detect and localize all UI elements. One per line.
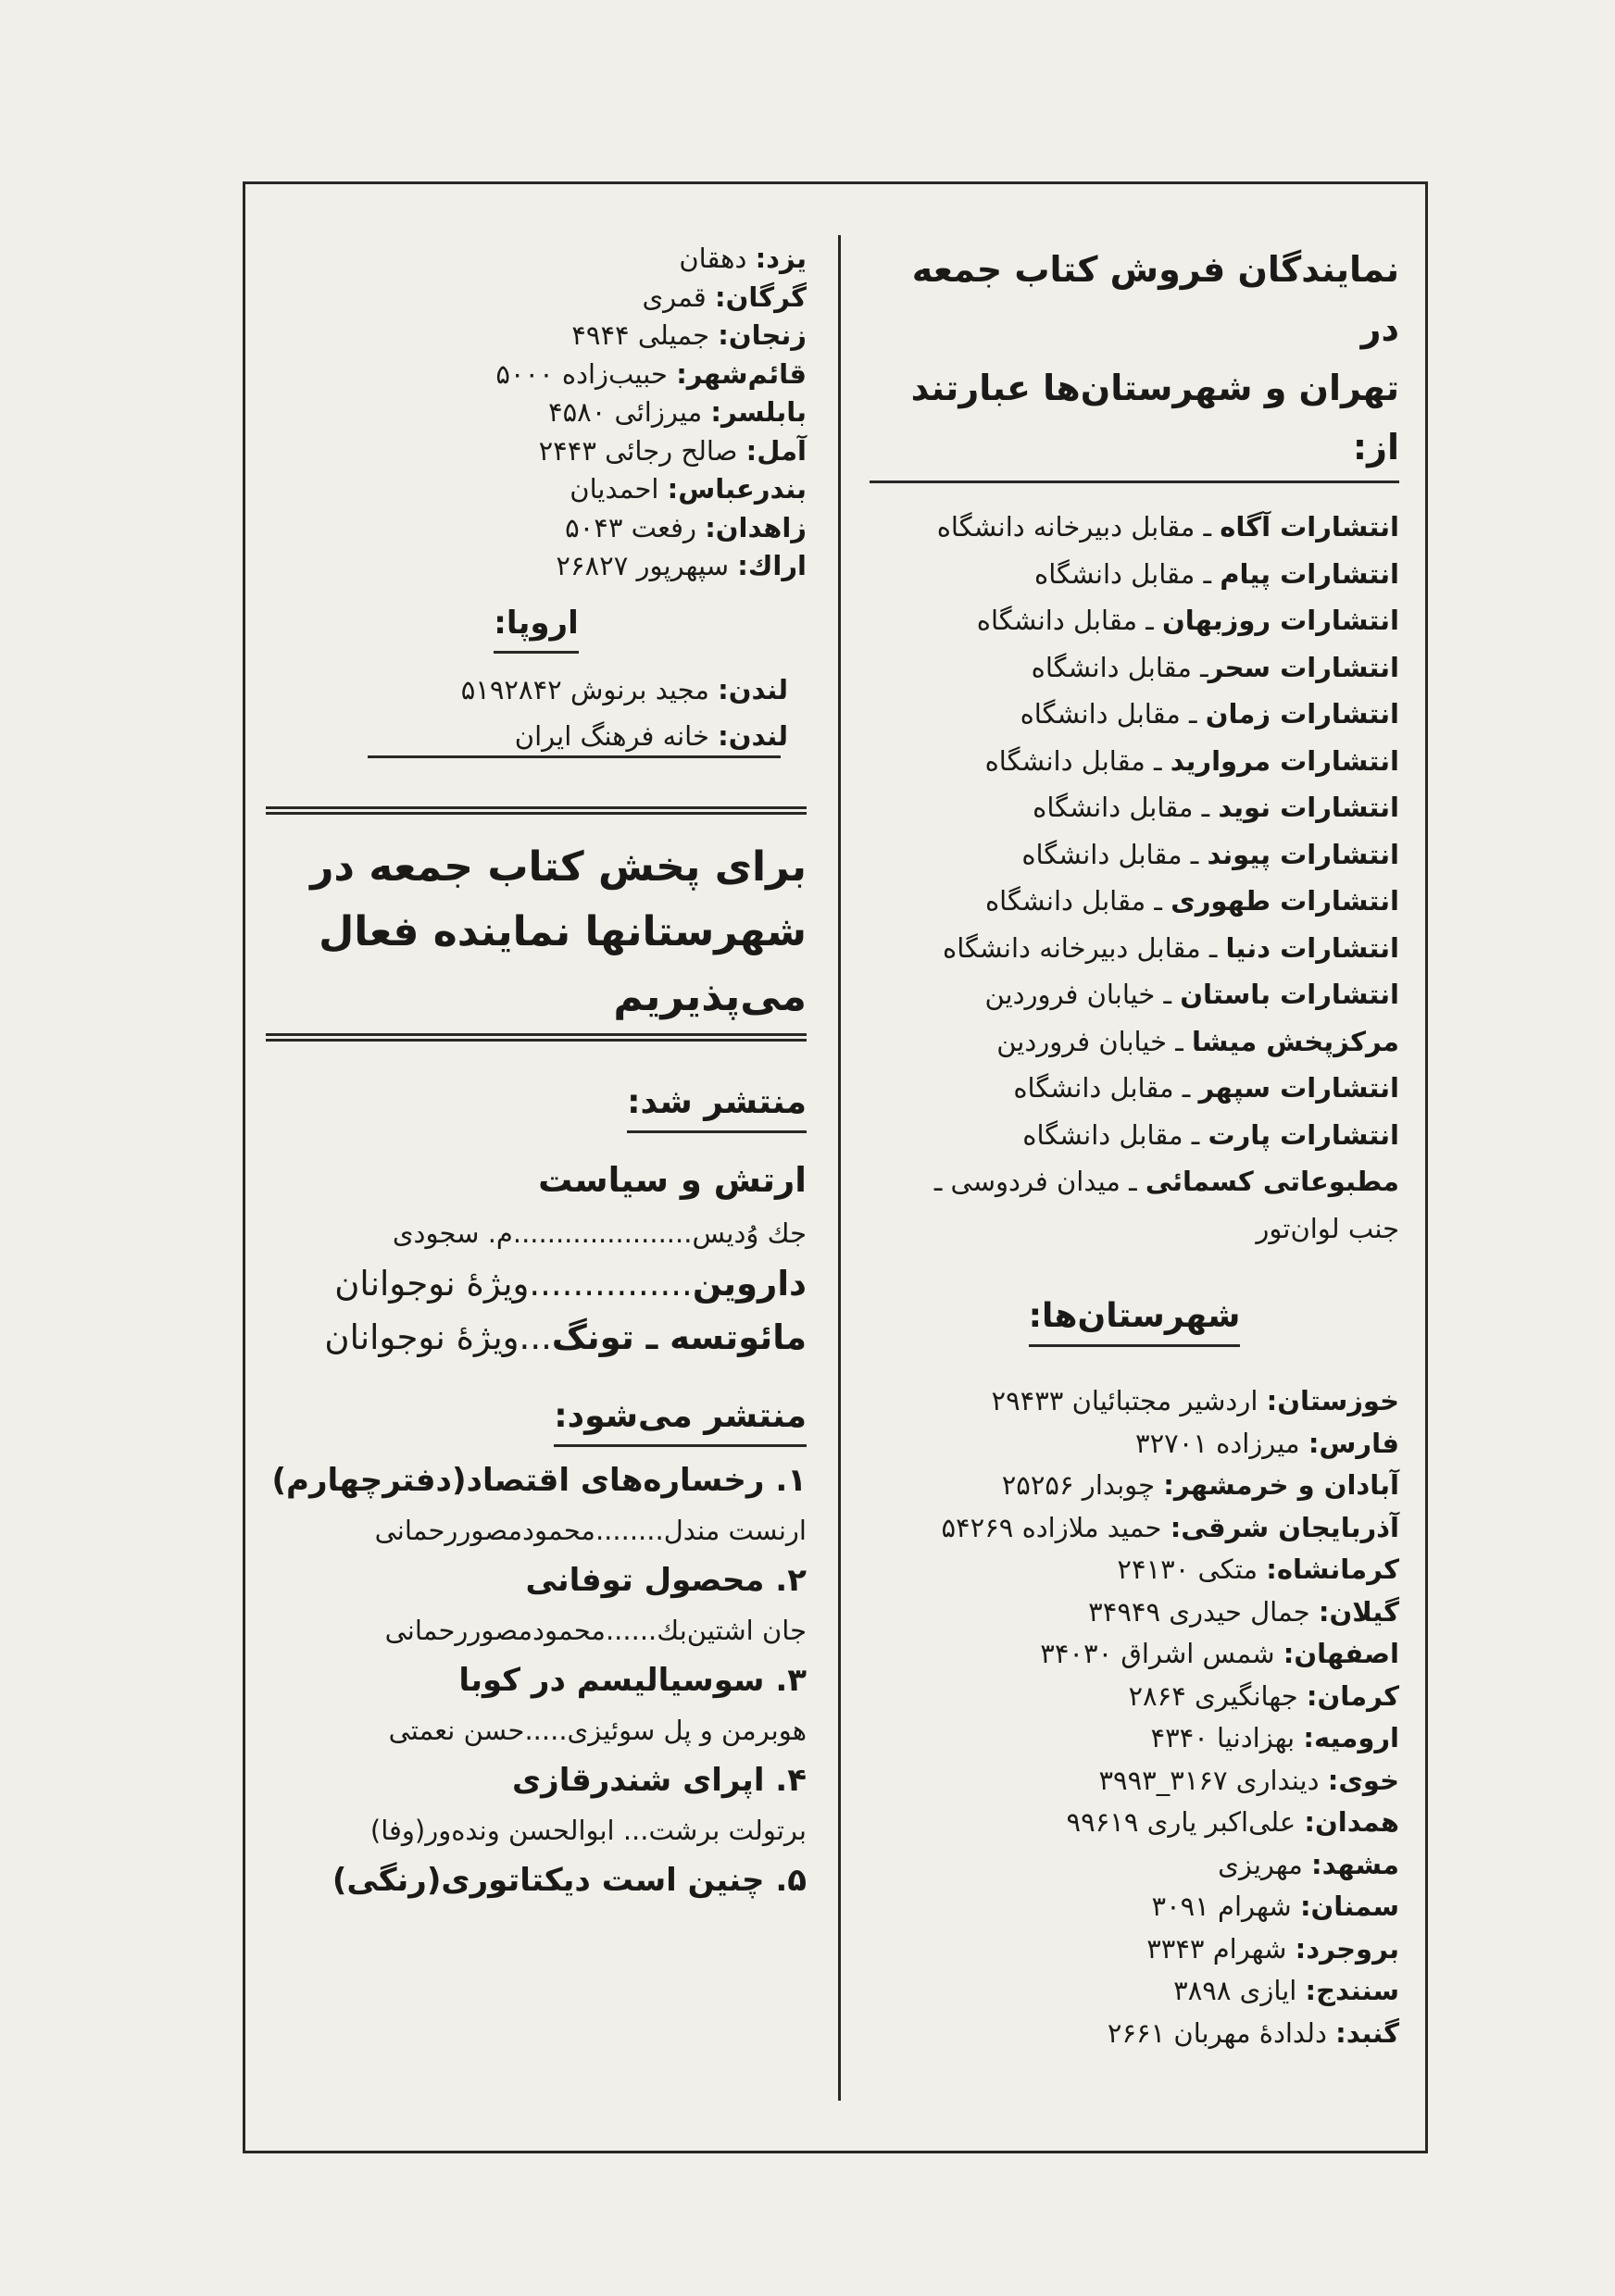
city-agent: حمید ملازاده ۵۴۲۶۹	[941, 1511, 1171, 1543]
city-name: گرگان:	[714, 281, 807, 313]
publisher-location: ـ مقابل دبیرخانه دانشگاه	[943, 931, 1226, 964]
city-agent: مهریزی	[1218, 1848, 1312, 1880]
book-credit: جان اشتین‌بك......محمودمصوررحمانی	[384, 1614, 807, 1646]
book-title: داروین	[692, 1263, 807, 1304]
list-item	[870, 1465, 1399, 1507]
list-item	[870, 1970, 1399, 2013]
sales-heading-line2: تهران و شهرستان‌ها عبارتند از:	[910, 368, 1399, 468]
publisher-name: انتشارات آگاه	[1220, 511, 1399, 543]
book-tag: ...ویژهٔ نوجوانان	[324, 1316, 552, 1357]
city-name: سنندج:	[1305, 1975, 1399, 2006]
city-agent: احمدیان	[570, 473, 668, 505]
city-agent: میرزائی ۴۵۸۰	[548, 396, 711, 428]
list-item	[870, 1018, 1399, 1066]
list-item	[870, 1380, 1399, 1423]
publisher-name: مطبوعاتی کسمائی	[1145, 1166, 1399, 1197]
city-name: آبادان و خرمشهر:	[1163, 1469, 1399, 1501]
publisher-location: ـ خیابان فروردین	[984, 979, 1181, 1010]
published-heading: منتشر شد:	[627, 1077, 807, 1133]
list-item	[870, 878, 1399, 925]
list-item	[266, 509, 807, 548]
list-item	[870, 1065, 1399, 1112]
forthcoming-heading: منتشر می‌شود:	[554, 1391, 807, 1447]
city-agent: صالح رجائی ۲۴۴۳	[538, 434, 746, 467]
city-agent: شهرام ۳۰۹۱	[1151, 1890, 1300, 1922]
list-item	[870, 971, 1399, 1018]
list-item	[870, 1886, 1399, 1928]
publisher-name: انتشارات طهوری	[1171, 885, 1399, 917]
list-item	[870, 831, 1399, 879]
list-item	[870, 1112, 1399, 1159]
list-item	[266, 470, 807, 509]
publisher-name: مرکزپخش میشا	[1192, 1025, 1399, 1057]
publisher-location: ـ مقابل دانشگاه	[976, 605, 1162, 636]
city-name: اصفهان:	[1283, 1638, 1399, 1669]
publisher-location: ـ خیابان فروردین	[996, 1025, 1193, 1057]
city-name: همدان:	[1304, 1806, 1399, 1838]
city-agent: میرزاده ۳۲۷۰۱	[1135, 1427, 1308, 1459]
city-name: کرمانشاه:	[1266, 1554, 1399, 1585]
publisher-location: ـ مقابل دبیرخانه دانشگاه	[936, 511, 1221, 543]
page-frame	[243, 181, 1428, 2153]
city-agent: شهرام ۳۳۴۳	[1146, 1932, 1296, 1965]
city-name: کرمان:	[1306, 1679, 1399, 1712]
publisher-location: ـ مقابل دانشگاه	[1013, 1072, 1199, 1104]
city-name: بابلسر:	[710, 396, 807, 428]
book-entry	[266, 1311, 807, 1365]
europe-heading: اروپا:	[494, 597, 579, 654]
sales-heading-line1: نمایندگان فروش کتاب جمعه در	[911, 249, 1399, 349]
list-item	[870, 597, 1399, 644]
city-agent: حبیب‌زاده ۵۰۰۰	[495, 357, 677, 390]
publisher-name: انتشارات سپهر	[1198, 1072, 1399, 1104]
city-name: ارومیه:	[1303, 1722, 1399, 1753]
city-agent: علی‌اکبر یاری ۹۹۶۱۹	[1066, 1806, 1305, 1838]
publisher-name: انتشارات مروارید	[1170, 744, 1399, 777]
list-item	[870, 925, 1399, 972]
publisher-location: ـ مقابل دانشگاه	[984, 744, 1171, 777]
city-agent: دینداری ۳۱۶۷_۳۹۹۳	[1098, 1764, 1328, 1796]
publisher-name: انتشارات سحر	[1208, 651, 1399, 683]
city-name: زاهدان:	[705, 511, 807, 543]
list-item	[870, 1423, 1399, 1466]
list-item	[266, 240, 807, 279]
right-column	[870, 240, 1399, 2054]
city-name: سمنان:	[1299, 1890, 1399, 1922]
list-item	[870, 1717, 1399, 1760]
list-item	[870, 1760, 1399, 1803]
list-item	[870, 1802, 1399, 1844]
publisher-name: انتشارات پیوند	[1207, 838, 1399, 870]
city-agent: مجید برنوش ۵۱۹۲۸۴۲	[460, 673, 719, 705]
callout-line1: برای پخش کتاب جمعه در	[310, 842, 807, 891]
book-title: ۱. رخساره‌های اقتصاد(دفترچهارم)	[271, 1461, 807, 1499]
list-item	[870, 2013, 1399, 2055]
callout-line3: می‌پذیریم	[613, 972, 807, 1020]
publisher-location: ـ مقابل دانشگاه	[1031, 651, 1208, 683]
left-column	[266, 240, 807, 1906]
city-agent: شمس اشراق ۳۴۰۳۰	[1040, 1638, 1283, 1669]
publisher-name: انتشارات پیام	[1220, 557, 1399, 590]
city-name: بروجرد:	[1295, 1932, 1399, 1965]
book-credit: جك وُدیس.....................م. سجودی	[392, 1217, 807, 1249]
city-name: لندن:	[718, 673, 788, 705]
list-item	[870, 1928, 1399, 1971]
city-agent: اردشیر مجتبائیان ۲۹۴۳۳	[991, 1385, 1267, 1416]
city-name: لندن:	[718, 719, 788, 752]
list-item	[266, 713, 807, 759]
heading-underline	[870, 480, 1399, 483]
city-name: زنجان:	[718, 319, 807, 351]
list-item	[870, 504, 1399, 551]
city-name: بندرعباس:	[667, 473, 807, 505]
list-item	[266, 432, 807, 471]
list-item	[266, 356, 807, 394]
list-item	[870, 1158, 1399, 1205]
list-item	[870, 738, 1399, 785]
publisher-location: ـ مقابل دانشگاه	[984, 885, 1171, 917]
publisher-continuation: جنب لوان‌تور	[1256, 1212, 1399, 1244]
city-agent: جهانگیری ۲۸۶۴	[1128, 1679, 1307, 1712]
city-name: قائم‌شهر:	[676, 357, 807, 390]
list-item	[870, 1633, 1399, 1676]
publisher-location: ـ میدان فردوسی ـ	[933, 1166, 1146, 1197]
publisher-name: انتشارات باستان	[1180, 979, 1399, 1010]
city-name: آمل:	[745, 434, 807, 467]
list-item	[870, 1676, 1399, 1718]
book-title: ۲. محصول توفانی	[525, 1561, 807, 1599]
book-credit: ارنست مندل........محمودمصوررحمانی	[374, 1514, 807, 1546]
callout-line2: شهرستانها نماینده فعال	[319, 907, 807, 955]
city-agent: دهقان	[679, 243, 756, 274]
publisher-location: ـ مقابل دانشگاه	[1020, 698, 1206, 730]
column-divider	[838, 235, 841, 2101]
city-name: مشهد:	[1311, 1848, 1399, 1880]
city-agent: بهزادنیا ۴۳۴۰	[1150, 1722, 1304, 1753]
book-tag: ...............ویژهٔ نوجوانان	[334, 1263, 693, 1304]
city-agent: دلدادهٔ مهربان ۲۶۶۱	[1107, 2016, 1336, 2049]
list-item	[870, 1844, 1399, 1887]
city-name: خوی:	[1327, 1764, 1399, 1796]
city-agent: چوبدار ۲۵۲۵۶	[1001, 1469, 1164, 1501]
city-agent: جمال حیدری ۳۴۹۴۹	[1088, 1595, 1319, 1628]
book-title: ۵. چنین است دیکتاتوری(رنگی)	[332, 1861, 807, 1899]
book-credit: برتولت برشت... ابوالحسن ونده‌ور(وفا)	[369, 1814, 807, 1846]
city-name: اراك:	[737, 550, 807, 581]
publisher-name: انتشارات دنیا	[1225, 931, 1399, 964]
publisher-location: ـ مقابل دانشگاه	[1021, 838, 1208, 870]
book-title: ارتش و سیاست	[538, 1159, 807, 1200]
city-agent: ایازی ۳۸۹۸	[1173, 1975, 1306, 2006]
list-item	[870, 691, 1399, 738]
left-city-list	[266, 240, 807, 586]
city-name: آذربایجان شرقی:	[1170, 1511, 1399, 1543]
city-name: یزد:	[755, 243, 807, 274]
list-item	[266, 317, 807, 356]
callout-top-rule	[266, 806, 807, 815]
city-agent: قمری	[642, 281, 715, 313]
city-agent: خانه فرهنگ ایران	[514, 719, 719, 752]
list-item	[266, 547, 807, 586]
list-item	[266, 393, 807, 432]
city-list	[870, 1380, 1399, 2054]
cities-heading: شهرستان‌ها:	[1029, 1291, 1241, 1347]
publisher-location: ـ مقابل دانشگاه	[1033, 792, 1219, 823]
city-name: خوزستان:	[1266, 1385, 1399, 1416]
list-item	[870, 551, 1399, 598]
sales-heading	[870, 240, 1399, 477]
book-title: ۳. سوسیالیسم در کوبا	[458, 1661, 807, 1699]
city-agent: متکی ۲۴۱۳۰	[1117, 1554, 1267, 1585]
city-agent: رفعت ۵۰۴۳	[565, 511, 706, 543]
publisher-name: انتشارات روزبهان	[1161, 605, 1399, 636]
city-name: گیلان:	[1318, 1595, 1399, 1628]
book-title: ۴. اپرای شندرقازی	[511, 1761, 807, 1799]
publisher-location: ـ مقابل دانشگاه	[1022, 1118, 1208, 1151]
publisher-location: ـ مقابل دانشگاه	[1034, 557, 1221, 590]
list-item	[870, 644, 1399, 692]
list-item	[870, 1549, 1399, 1591]
forthcoming-list	[266, 1454, 807, 1906]
book-title: مائوتسه ـ تونگ	[551, 1316, 807, 1357]
book-credit: هوبرمن و پل سوئیزی.....حسن نعمتی	[388, 1714, 807, 1746]
list-item	[870, 1507, 1399, 1550]
publisher-list	[870, 504, 1399, 1252]
city-name: فارس:	[1308, 1427, 1399, 1459]
list-item	[870, 1591, 1399, 1634]
callout	[266, 835, 807, 1029]
list-item	[870, 784, 1399, 831]
publisher-name: انتشارات نوید	[1218, 792, 1399, 823]
city-name: گنبد:	[1335, 2016, 1399, 2049]
list-item	[266, 279, 807, 318]
city-agent: سپهرپور ۲۶۸۲۷	[556, 550, 738, 581]
publisher-name: انتشارات زمان	[1205, 698, 1399, 730]
list-item	[266, 667, 807, 713]
book-entry	[266, 1257, 807, 1311]
city-agent: جمیلی ۴۹۴۴	[571, 319, 719, 351]
callout-bottom-rule	[266, 1033, 807, 1042]
publisher-name: انتشارات پارت	[1208, 1118, 1399, 1151]
